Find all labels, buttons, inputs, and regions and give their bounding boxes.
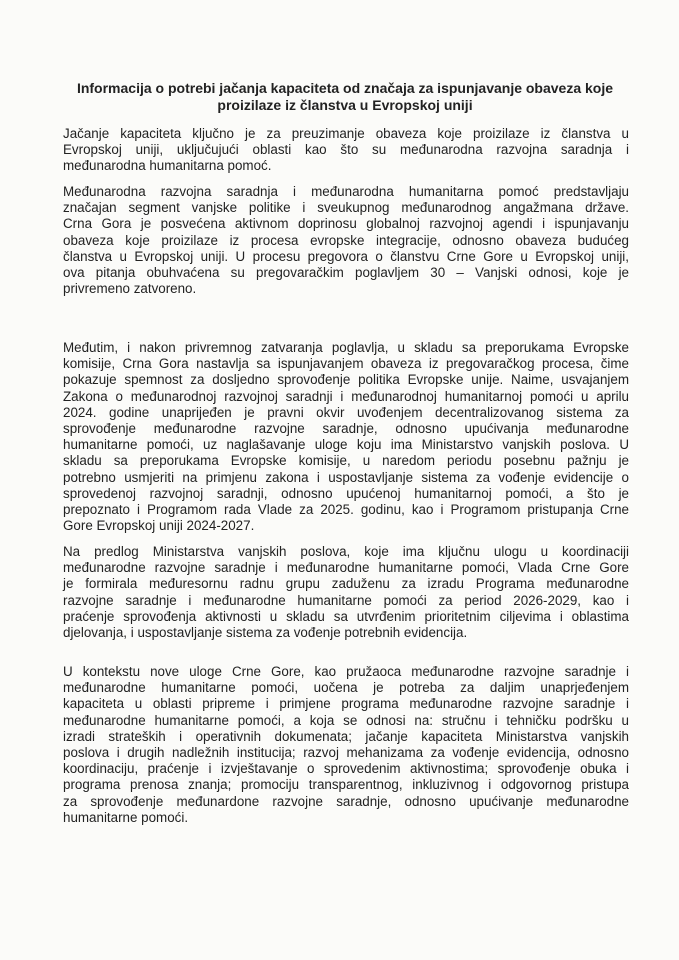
paragraph-line: humanitarne pomoći. [63,809,189,825]
paragraph-line: potrebno usmjeriti na primjenu zakona i uspostavljanje sistema za vođenje evidencije o [63,469,629,485]
paragraph-line: kapaciteta u oblasti pripreme i primjene programa međunarodne razvojne saradnje i [63,696,629,712]
paragraph-line: sprovedenoj razvojnoj saradnji, odnosno upućenoj humanitarnoj pomoći, a što je [63,485,629,501]
paragraph-line: međunarodna humanitarna pomoć. [63,158,272,174]
paragraph-2 [63,184,629,297]
paragraph-1 [63,126,629,175]
paragraph-line: Međutim, i nakon privremnog zatvaranja poglavlja, u skladu sa preporukama Evropske [63,340,629,355]
paragraph-line: međunarodne humanitarne pomoći, a koja se odnosi na: stručnu i tehničku podršku u [63,712,629,728]
paragraph-line: skladu sa preporukama Evropske komisije, u naredom periodu posebnu pažnju je [63,453,629,469]
title-line: proizilaze iz članstva u Evropskoj uniji [217,97,473,113]
paragraph-line: 2024. godine unaprijeđen je pravni okvir uvođenjem decentralizovanog sistema za [63,404,629,420]
paragraph-line: Gore Evropskoj uniji 2024-2027. [63,518,255,534]
paragraph-line: Međunarodna razvojna saradnja i međunarodna humanitarna pomoć predstavljaju [63,184,629,199]
paragraph-line: Jačanje kapaciteta ključno je za preuzimanje obaveza koje proizilaze iz članstva u [63,126,629,141]
paragraph-line: ova pitanja obuhvaćena su pregovaračkim poglavljem 30 – Vanjski odnosi, koje je [63,265,629,281]
paragraph-line: je formirala međuresornu radnu grupu zaduženu za izradu Programa međunarodne [63,576,629,592]
paragraph-line: U kontekstu nove uloge Crne Gore, kao pružaoca međunarodne razvojne saradnje i [63,664,629,679]
paragraph-line: izradi strateških i operativnih dokumenata; jačanje kapaciteta Ministarstva vanjskih [63,728,629,744]
paragraph-line: praćenje sprovođenja aktivnosti u skladu sa utvrđenim prioritetnim ciljevima i oblastima [63,608,629,624]
paragraph-line: djelovanja, i uspostavljanje sistema za vođenje potrebnih evidencija. [63,625,468,641]
paragraph-line: komisije, Crna Gora nastavlja sa ispunjavanjem obaveza iz pregovaračkog procesa, čime [63,356,629,372]
paragraph-line: Evropskoj uniji, uključujući oblasti kao što su međunarodna razvojna saradnja i [63,142,629,158]
paragraph-line: humanitarne pomoći, uz naglašavanje uloge koju ima Ministarstvo vanjskih poslova. U [63,437,629,453]
paragraph-line: programa prenosa znanja; promociju transparentnog, inkluzivnog i odgovornog pristupa [63,777,629,793]
paragraph-line: pokazuje spemnost za dosljedno sprovođenje politika Evropske unije. Naime, usvajanjem [63,372,629,388]
paragraph-line: privremeno zatvoreno. [63,281,197,297]
paragraph-3 [63,340,629,534]
paragraph-line: prepoznato i Programom rada Vlade za 2025. godinu, kao i Programom pristupanja Crne [63,502,629,518]
paragraph-line: za sprovođenje međunardone razvojne saradnje, odnosno upućivanje međunarodne [63,793,629,809]
paragraph-5 [63,664,629,826]
paragraph-line: značajan segment vanjske politike i sveukupnog međunarodnog angažmana države. [63,200,629,216]
paragraph-line: Zakona o međunarodnoj razvojnoj saradnji i međunarodnoj humanitarnoj pomoći u aprilu [63,388,629,404]
document-title [60,80,630,114]
title-line: Informacija o potrebi jačanja kapaciteta od značaja za ispunjavanje obaveza koje [76,80,614,96]
paragraph-line: razvojne saradnje i međunarodne humanitarne pomoći za period 2026-2029, kao i [63,592,629,608]
paragraph-4 [63,544,629,641]
paragraph-line: članstva u Evropskoj uniji. U procesu pregovora o članstvu Crne Gore u Evropskoj uniji, [63,248,629,264]
paragraph-line: obaveza koje proizilaze iz procesa evropske integracije, odnosno obaveza budućeg [63,232,629,248]
paragraph-line: koordinaciju, praćenje i izvještavanje o sprovedenim aktivnostima; sprovođenje obuka i [63,761,629,777]
paragraph-line: Na predlog Ministarstva vanjskih poslova, koje ima ključnu ulogu u koordinaciji [63,544,629,559]
paragraph-line: poslova i drugih nadležnih institucija; razvoj mehanizama za vođenje evidencija, odnosno [63,745,629,761]
paragraph-line: međunarodne humanitarne pomoći, uočena je potreba za daljim unaprjeđenjem [63,680,629,696]
paragraph-line: Crna Gora je posvećena aktivnom doprinosu globalnoj razvojnoj agendi i ispunjavanju [63,216,629,232]
paragraph-line: sprovođenje međunarodne razvojne saradnje, odnosno upućivanja međunarodne [63,421,629,437]
paragraph-line: međunarodne razvojne saradnje i međunarodne humanitarne pomoći, Vlada Crne Gore [63,560,629,576]
